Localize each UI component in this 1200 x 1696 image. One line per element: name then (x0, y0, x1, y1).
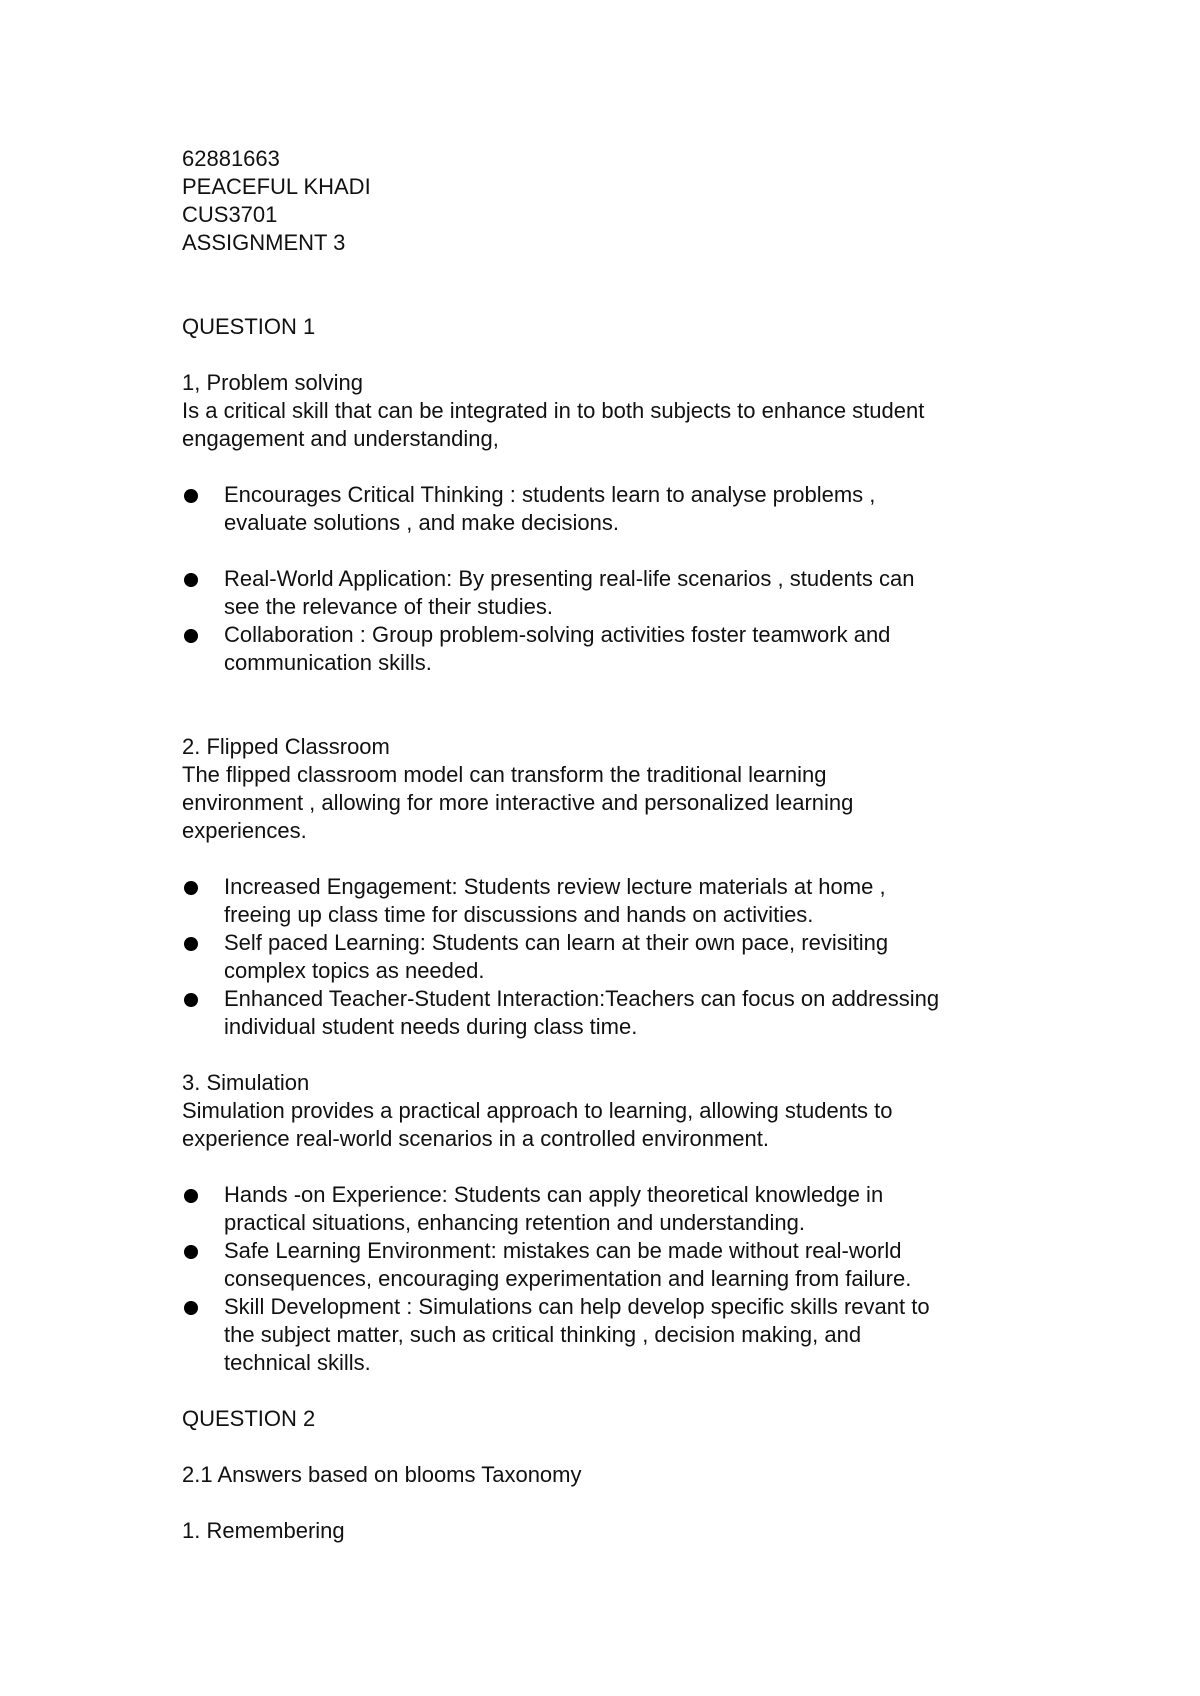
question-2-title: QUESTION 2 (182, 1406, 316, 1431)
bullet-line: individual student needs during class time. (224, 1014, 638, 1039)
section-1-intro-line: engagement and understanding, (182, 426, 499, 451)
section-3-heading: 3. Simulation (182, 1070, 310, 1095)
section-1-bullet-list (182, 481, 1042, 677)
bullet-item (182, 481, 1042, 537)
bullet-icon (184, 489, 198, 503)
section-2-intro-line: environment , allowing for more interactive and personalized learning (182, 790, 854, 815)
bullet-line: complex topics as needed. (224, 958, 485, 983)
bullet-item (182, 565, 1042, 621)
bullet-icon (184, 573, 198, 587)
bullet-line: communication skills. (224, 650, 432, 675)
bullet-icon (184, 1189, 198, 1203)
bullet-line: Real-World Application: By presenting real-life scenarios , students can (224, 566, 915, 591)
student-number: 62881663 (182, 146, 280, 171)
section-1-heading: 1, Problem solving (182, 370, 363, 395)
bullet-icon (184, 1301, 198, 1315)
bullet-line: Collaboration : Group problem-solving activities foster teamwork and (224, 622, 891, 647)
bullet-item (182, 621, 1042, 677)
bullet-line: technical skills. (224, 1350, 371, 1375)
bullet-line: Safe Learning Environment: mistakes can be made without real-world (224, 1238, 902, 1263)
section-3-bullet-list (182, 1181, 1042, 1377)
bullet-line: evaluate solutions , and make decisions. (224, 510, 620, 535)
section-1-intro-line: Is a critical skill that can be integrated in to both subjects to enhance student (182, 398, 925, 423)
document-body (182, 145, 1042, 1545)
bullet-line: Encourages Critical Thinking : students learn to analyse problems , (224, 482, 876, 507)
bullet-line: practical situations, enhancing retention and understanding. (224, 1210, 805, 1235)
bullet-line: see the relevance of their studies. (224, 594, 553, 619)
bullet-item (182, 985, 1042, 1041)
bullet-icon (184, 629, 198, 643)
section-2-bullet-list (182, 873, 1042, 1041)
section-2-intro-line: experiences. (182, 818, 307, 843)
question-2-first-item: 1. Remembering (182, 1518, 345, 1543)
module-code: CUS3701 (182, 202, 278, 227)
bullet-icon (184, 881, 198, 895)
bullet-line: consequences, encouraging experimentation and learning from failure. (224, 1266, 912, 1291)
bullet-item (182, 873, 1042, 929)
bullet-line: the subject matter, such as critical thinking , decision making, and (224, 1322, 862, 1347)
bullet-line: Self paced Learning: Students can learn at their own pace, revisiting (224, 930, 889, 955)
question-1-title: QUESTION 1 (182, 314, 316, 339)
bullet-icon (184, 937, 198, 951)
bullet-item (182, 1293, 1042, 1377)
bullet-item (182, 1181, 1042, 1237)
student-name: PEACEFUL KHADI (182, 174, 371, 199)
question-2-subtitle: 2.1 Answers based on blooms Taxonomy (182, 1462, 582, 1487)
section-3-intro-line: experience real-world scenarios in a controlled environment. (182, 1126, 769, 1151)
bullet-line: Skill Development : Simulations can help develop specific skills revant to (224, 1294, 930, 1319)
bullet-line: Enhanced Teacher-Student Interaction:Teachers can focus on addressing (224, 986, 940, 1011)
section-2-heading: 2. Flipped Classroom (182, 734, 390, 759)
bullet-icon (184, 1245, 198, 1259)
bullet-line: Increased Engagement: Students review lecture materials at home , (224, 874, 886, 899)
bullet-line: freeing up class time for discussions and hands on activities. (224, 902, 814, 927)
bullet-line: Hands -on Experience: Students can apply theoretical knowledge in (224, 1182, 884, 1207)
section-2-intro-line: The flipped classroom model can transform the traditional learning (182, 762, 827, 787)
assignment-title: ASSIGNMENT 3 (182, 230, 346, 255)
bullet-item (182, 1237, 1042, 1293)
bullet-icon (184, 993, 198, 1007)
bullet-item (182, 929, 1042, 985)
section-3-intro-line: Simulation provides a practical approach to learning, allowing students to (182, 1098, 893, 1123)
